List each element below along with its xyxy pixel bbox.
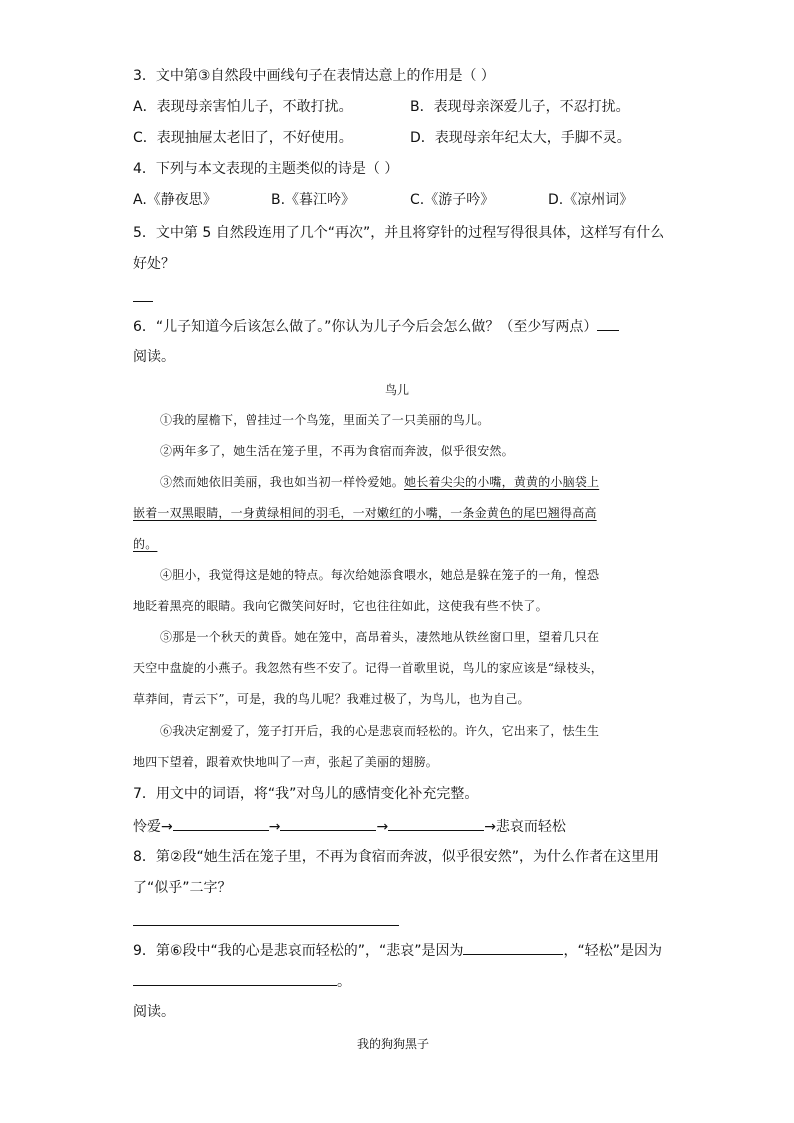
passage-title: 鸟儿 xyxy=(385,383,410,397)
q7-stem: 7．用文中的词语，将“我”对鸟儿的感情变化补充完整。 xyxy=(133,786,479,802)
q9-end: 。 xyxy=(337,974,351,990)
passage-p2: ②两年多了，她生活在笼子里，不再为食宿而奔波，似乎很安然。 xyxy=(160,444,514,458)
passage-p5-line1: ⑤那是一个秋天的黄昏。她在笼中，高昂着头，凄然地从铁丝窗口里，望着几只在 xyxy=(160,630,600,644)
read-label-1: 阅读。 xyxy=(133,349,175,365)
q4-option-b: B.《暮江吟》 xyxy=(271,192,356,208)
passage-p5-line2: 天空中盘旋的小燕子。我忽然有些不安了。记得一首歌里说，鸟儿的家应该是“绿枝头， xyxy=(133,661,603,675)
q6-text: 6．“儿子知道今后该怎么做了。”你认为儿子今后会怎么做？（至少写两点） xyxy=(133,319,598,335)
q9-part1: 9．第⑥段中“我的心是悲哀而轻松的”，“悲哀”是因为 xyxy=(133,943,464,959)
q4-option-a: A.《静夜思》 xyxy=(133,192,217,208)
q3-option-b: B．表现母亲深爱儿子，不忍打扰。 xyxy=(410,99,630,115)
q4-option-c: C.《游子吟》 xyxy=(410,192,495,208)
q7-blank-3[interactable] xyxy=(388,816,484,831)
q9-part2: ，“轻松”是因为 xyxy=(563,943,662,959)
q7-blank-1[interactable] xyxy=(173,816,269,831)
passage-p3-underlined-1: 她长着尖尖的小嘴，黄黄的小脑袋上 xyxy=(404,475,600,489)
read-label-2: 阅读。 xyxy=(133,1004,175,1020)
q8-line1: 8．第②段“她生活在笼子里，不再为食宿而奔波，似乎很安然”，为什么作者在这里用 xyxy=(133,849,659,865)
next-passage-title: 我的狗狗黑子 xyxy=(357,1037,430,1051)
q6-answer-blank[interactable] xyxy=(597,316,619,331)
q7-blank-2[interactable] xyxy=(280,816,376,831)
q4-option-d: D.《凉州词》 xyxy=(548,192,634,208)
passage-p1: ①我的屋檐下，曾挂过一个鸟笼，里面关了一只美丽的鸟儿。 xyxy=(160,413,490,427)
passage-p3-plain: ③然而她依旧美丽，我也如当初一样怜爱她。 xyxy=(160,475,405,489)
q3-option-c: C．表现抽屉太老旧了，不好使用。 xyxy=(133,130,353,146)
passage-p4-line2: 地眨着黑亮的眼睛。我向它微笑问好时，它也往往如此，这使我有些不快了。 xyxy=(133,599,548,613)
passage-p6-line1: ⑥我决定割爱了，笼子打开后，我的心是悲哀而轻松的。许久，它出来了，怯生生 xyxy=(160,724,600,738)
q7-end: →悲哀而轻松 xyxy=(484,819,566,835)
passage-p3-underlined-3: 的。 xyxy=(133,537,158,551)
q9-line2 xyxy=(133,971,351,992)
q9-blank-1[interactable] xyxy=(463,940,563,955)
passage-p5-line3: 草莽间，青云下”，可是，我的鸟儿呢？我难过极了，为鸟儿，也为自己。 xyxy=(133,692,530,706)
q7-arrow-1: → xyxy=(268,819,281,835)
passage-p6-line2: 地四下望着，跟着欢快地叫了一声，张起了美丽的翅膀。 xyxy=(133,755,439,769)
q3-option-d: D．表现母亲年纪太大，手脚不灵。 xyxy=(410,130,631,146)
q6-line xyxy=(133,316,619,337)
q3-stem: 3．文中第③自然段中画线句子在表情达意上的作用是（ ） xyxy=(133,68,495,84)
q7-start: 怜爱→ xyxy=(133,819,173,835)
q5-line2: 好处？ xyxy=(133,256,175,272)
q9-line1 xyxy=(133,940,662,961)
passage-p3-line1 xyxy=(160,473,599,491)
passage-p4-line1: ④胆小，我觉得这是她的特点。每次给她添食喂水，她总是躲在笼子的一角，惶恐 xyxy=(160,568,600,582)
q8-line2: 了“似乎”二字？ xyxy=(133,880,232,896)
q7-arrow-2: → xyxy=(376,819,389,835)
q5-line1: 5．文中第 5 自然段连用了几个“再次”，并且将穿针的过程写得很具体，这样写有什么 xyxy=(133,225,665,241)
q4-stem: 4．下列与本文表现的主题类似的诗是（ ） xyxy=(133,161,399,177)
q3-option-a: A．表现母亲害怕儿子，不敢打扰。 xyxy=(133,99,353,115)
q9-blank-2[interactable] xyxy=(133,971,337,986)
q8-answer-line[interactable] xyxy=(133,925,399,926)
q5-answer-line xyxy=(133,301,153,302)
passage-p3-underlined-2: 嵌着一双黑眼睛，一身黄绿相间的羽毛，一对嫩红的小嘴，一条金黄色的尾巴翘得高高 xyxy=(133,506,597,520)
q7-chain xyxy=(133,816,566,837)
